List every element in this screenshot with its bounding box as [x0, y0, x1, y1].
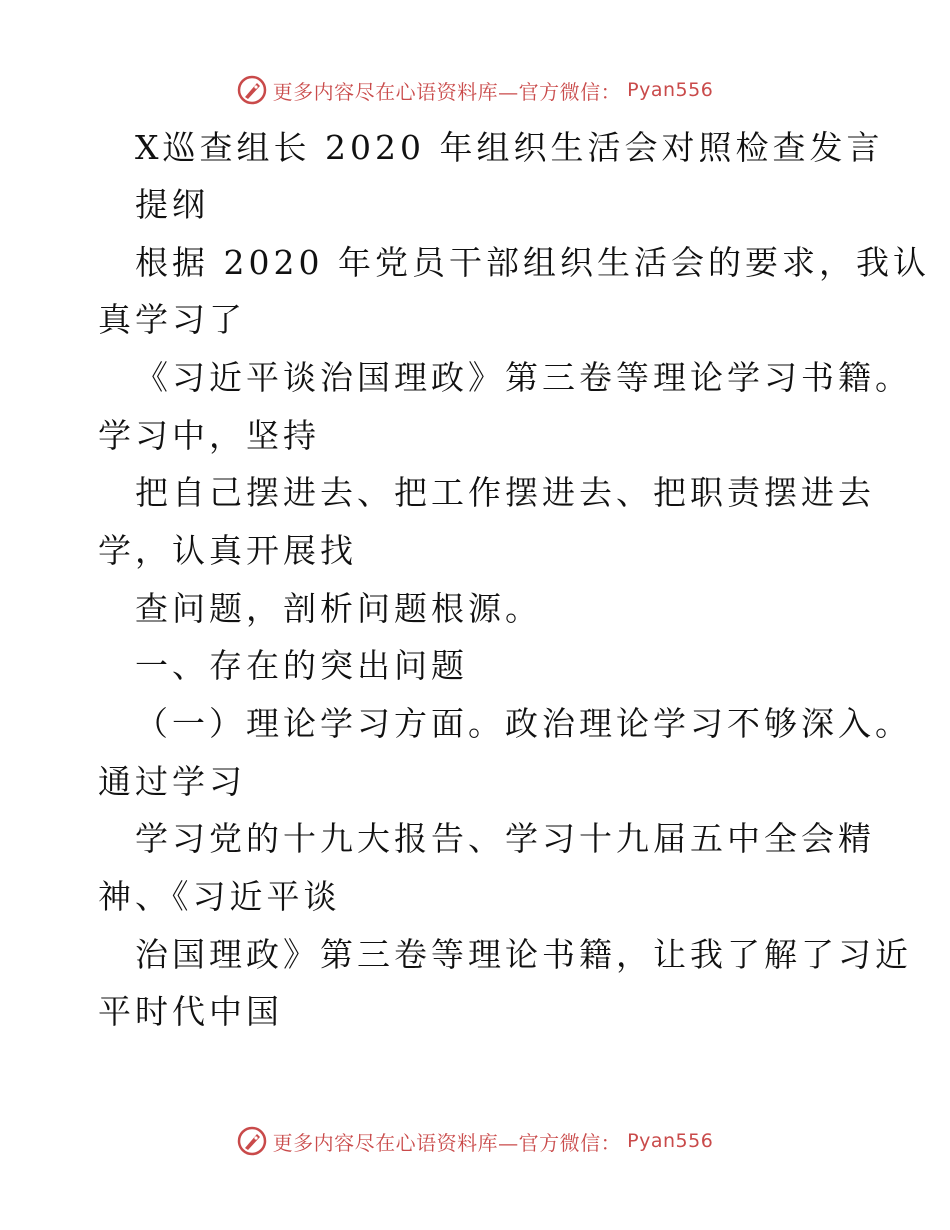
pen-nib-logo-icon — [237, 75, 267, 105]
document-title-line-1: X巡查组长 2020 年组织生活会对照检查发言 — [135, 128, 884, 167]
paragraph-line: 《习近平谈治国理政》第三卷等理论学习书籍。 — [135, 358, 912, 397]
section-heading: 一、存在的突出问题 — [135, 646, 468, 685]
paragraph-line: 通过学习 — [98, 762, 246, 801]
paragraph-line: 平时代中国 — [98, 992, 283, 1031]
watermark-text: 更多内容尽在心语资料库—官方微信： — [272, 1130, 622, 1155]
pen-nib-logo-icon — [237, 1126, 267, 1156]
paragraph-line: 神、《习近平谈 — [98, 877, 341, 916]
watermark-text: 更多内容尽在心语资料库—官方微信： — [272, 79, 622, 104]
footer-watermark — [0, 1121, 950, 1161]
document-title-line-2: 提纲 — [135, 185, 209, 224]
watermark-wechat-id: Pyan556 — [627, 1130, 714, 1152]
watermark-wechat-id: Pyan556 — [627, 79, 714, 101]
subsection-heading: （一）理论学习方面。政治理论学习不够深入。 — [135, 704, 912, 743]
paragraph-line: 学，认真开展找 — [98, 531, 357, 570]
paragraph-line: 真学习了 — [98, 300, 246, 339]
paragraph-line: 学习党的十九大报告、学习十九届五中全会精 — [135, 819, 875, 858]
header-watermark — [0, 70, 950, 110]
paragraph-line: 学习中，坚持 — [98, 416, 320, 455]
paragraph-line: 根据 2020 年党员干部组织生活会的要求，我认 — [135, 243, 930, 282]
paragraph-line: 查问题，剖析问题根源。 — [135, 589, 542, 628]
paragraph-line: 把自己摆进去、把工作摆进去、把职责摆进去 — [135, 473, 875, 512]
paragraph-line: 治国理政》第三卷等理论书籍，让我了解了习近 — [135, 935, 912, 974]
